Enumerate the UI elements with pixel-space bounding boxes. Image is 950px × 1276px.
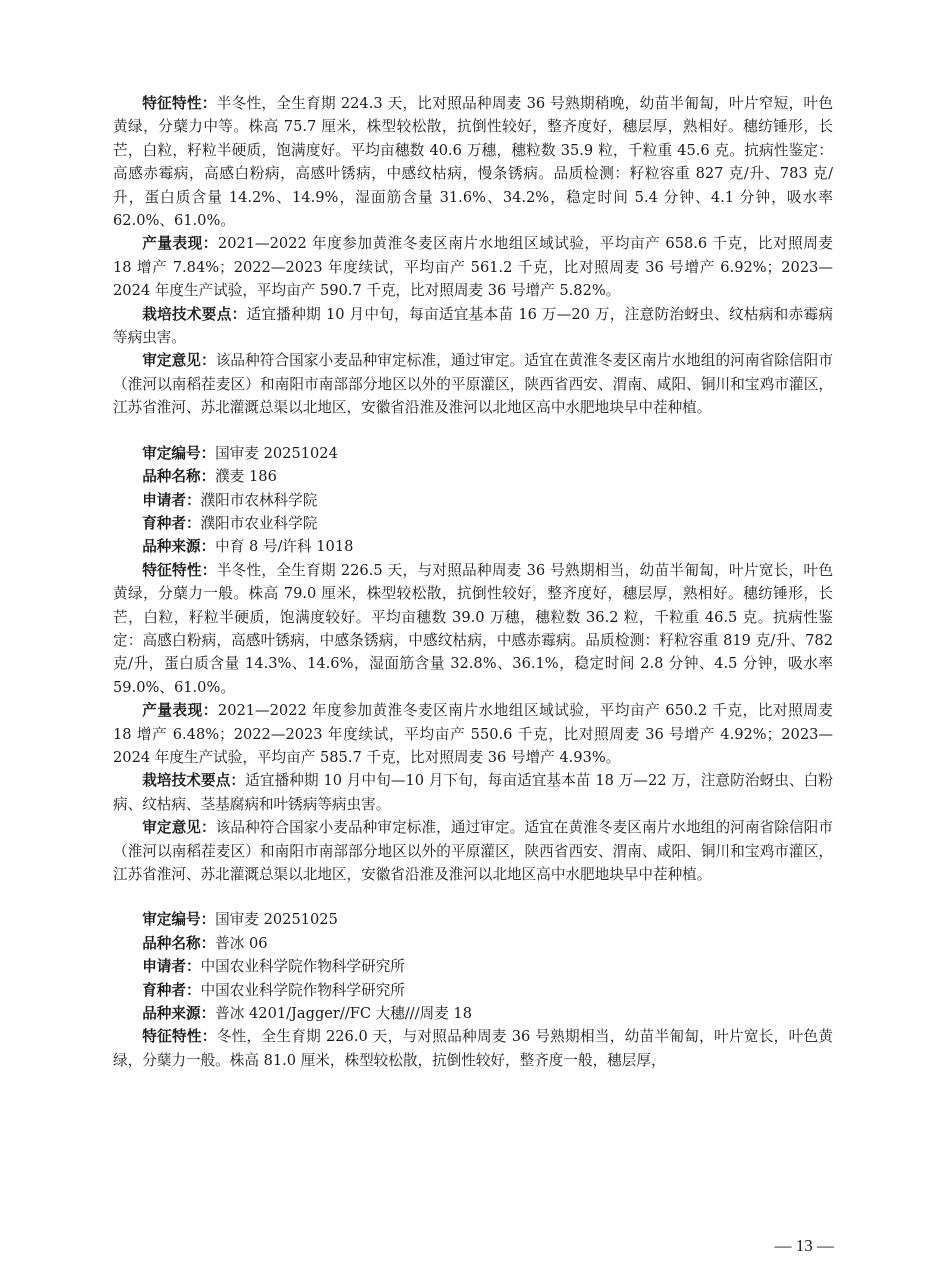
field-text: 半冬性，全生育期 226.5 天，与对照品种周麦 36 号熟期相当，幼苗半匍匐，叶片宽长，叶色黄绿，分蘖力一般。株高 79.0 厘米，株型较松散，抗倒性较好，整齐度好，穗层厚，熟相好。穗纺锤形，长芒，白粒，籽粒半硬质，饱满度较好。平均亩穗数 39.0 万穗，穗粒数 36.2 粒，千粒重 46.5 克。抗病性鉴定：高感白粉病，高感叶锈病，中感条锈病，中感纹枯病，中感赤霉病。品质检测：籽粒容重 819 克/升、782 克/升，蛋白质含量 14.3%、14.6%，湿面筋含量 32.8%、36.1%，稳定时间 2.8 分钟、4.5 分钟，吸水率 59.0%、61.0%。 [113, 561, 833, 696]
field-label: 育种者： [142, 981, 201, 999]
yield-paragraph [113, 699, 833, 769]
cultivation-paragraph [113, 769, 833, 816]
field-text: 该品种符合国家小麦品种审定标准，通过审定。适宜在黄淮冬麦区南片水地组的河南省除信阳市（淮河以南稻茬麦区）和南阳市南部部分地区以外的平原灌区，陕西省西安、渭南、咸阳、铜川和宝鸡市灌区，江苏省淮河、苏北灌溉总渠以北地区，安徽省沿淮及淮河以北地区高中水肥地块早中茬种植。 [113, 819, 833, 883]
applicant [113, 489, 833, 512]
field-label: 特征特性： [142, 561, 217, 579]
variety-source [113, 535, 833, 558]
breeder [113, 512, 833, 535]
approval-number [113, 442, 833, 465]
field-label: 审定编号： [142, 444, 216, 462]
field-label: 栽培技术要点： [142, 305, 247, 323]
cultivation-paragraph [113, 303, 833, 350]
field-label: 审定意见： [142, 819, 216, 837]
field-label: 品种来源： [142, 1005, 216, 1023]
field-text: 普冰 06 [215, 934, 268, 952]
field-text: 2021—2022 年度参加黄淮冬麦区南片水地组区域试验，平均亩产 658.6 千克，比对照周麦 18 增产 7.84%；2022—2023 年度续试，平均亩产 561.2 千克，比对照周麦 36 号增产 6.92%；2023—2024 年度生产试验，平均亩产 590.7 千克，比对照周麦 36 号增产 5.82%。 [113, 235, 833, 300]
field-label: 审定编号： [142, 911, 216, 929]
field-label: 品种名称： [142, 934, 216, 952]
field-label: 产量表现： [142, 235, 218, 253]
field-label: 品种来源： [142, 538, 216, 556]
page-number: — 13 — [774, 1236, 834, 1255]
traits-paragraph [113, 1025, 833, 1072]
field-label: 特征特性： [142, 1028, 217, 1046]
field-label: 申请者： [142, 958, 201, 976]
variety-name [113, 932, 833, 955]
field-text: 适宜播种期 10 月中旬—10 月下旬，每亩适宜基本苗 18 万—22 万，注意防治蚜虫、白粉病、纹枯病、茎基腐病和叶锈病等病虫害。 [113, 772, 833, 813]
field-text: 濮麦 186 [215, 468, 277, 486]
field-text: 2021—2022 年度参加黄淮冬麦区南片水地组区域试验，平均亩产 650.2 千克，比对照周麦 18 增产 6.48%；2022—2023 年度续试，平均亩产 550.6 千克，比对照周麦 36 号增产 4.92%；2023—2024 年度生产试验，平均亩产 585.7 千克，比对照周麦 36 号增产 4.93%。 [113, 702, 833, 766]
yield-paragraph [113, 232, 833, 302]
field-text: 冬性，全生育期 226.0 天，与对照品种周麦 36 号熟期相当，幼苗半匍匐，叶片宽长，叶色黄绿，分蘖力一般。株高 81.0 厘米，株型较松散，抗倒性较好，整齐度一般，穗层厚， [113, 1028, 833, 1069]
variety-source [113, 1002, 833, 1025]
opinion-paragraph [113, 816, 833, 886]
field-text: 适宜播种期 10 月中旬，每亩适宜基本苗 16 万—20 万，注意防治蚜虫、纹枯病和赤霉病等病虫害。 [113, 305, 833, 347]
applicant [113, 955, 833, 978]
approval-number [113, 908, 833, 931]
field-text: 中国农业科学院作物科学研究所 [200, 981, 405, 999]
variety-name [113, 465, 833, 488]
page-content [113, 92, 833, 1072]
traits-paragraph [113, 92, 833, 232]
field-text: 普冰 4201/Jagger//FC 大穗///周麦 18 [215, 1005, 473, 1023]
field-label: 栽培技术要点： [142, 772, 246, 790]
section-gap [113, 886, 833, 908]
field-text: 中育 8 号/许科 1018 [215, 538, 354, 556]
traits-paragraph [113, 559, 833, 699]
field-label: 产量表现： [142, 702, 218, 720]
opinion-paragraph [113, 349, 833, 419]
section-gap [113, 420, 833, 442]
field-text: 国审麦 20251025 [215, 911, 338, 929]
field-label: 特征特性： [142, 95, 217, 112]
field-text: 中国农业科学院作物科学研究所 [200, 958, 405, 976]
field-text: 半冬性，全生育期 224.3 天，比对照品种周麦 36 号熟期稍晚，幼苗半匍匐，叶片窄短，叶色黄绿，分蘖力中等。株高 75.7 厘米，株型较松散，抗倒性较好，整齐度好，穗层厚，熟相好。穗纺锤形，长芒，白粒，籽粒半硬质，饱满度好。平均亩穗数 40.6 万穗，穗粒数 35.9 粒，千粒重 45.6 克。抗病性鉴定：高感赤霉病，高感白粉病，高感叶锈病，中感纹枯病，慢条锈病。品质检测：籽粒容重 827 克/升、783 克/升，蛋白质含量 14.2%、14.9%，湿面筋含量 31.6%、34.2%，稳定时间 5.4 分钟、4.1 分钟，吸水率 62.0%、61.0%。 [113, 95, 833, 230]
breeder [113, 979, 833, 1002]
field-label: 品种名称： [142, 468, 216, 486]
field-label: 申请者： [142, 491, 201, 509]
field-text: 该品种符合国家小麦品种审定标准，通过审定。适宜在黄淮冬麦区南片水地组的河南省除信阳市（淮河以南稻茬麦区）和南阳市南部部分地区以外的平原灌区，陕西省西安、渭南、咸阳、铜川和宝鸡市灌区，江苏省淮河、苏北灌溉总渠以北地区，安徽省沿淮及淮河以北地区高中水肥地块早中茬种植。 [113, 352, 833, 417]
field-text: 国审麦 20251024 [215, 444, 338, 462]
field-text: 濮阳市农业科学院 [200, 514, 318, 532]
field-text: 濮阳市农林科学院 [200, 491, 318, 509]
field-label: 审定意见： [142, 352, 216, 370]
field-label: 育种者： [142, 514, 201, 532]
